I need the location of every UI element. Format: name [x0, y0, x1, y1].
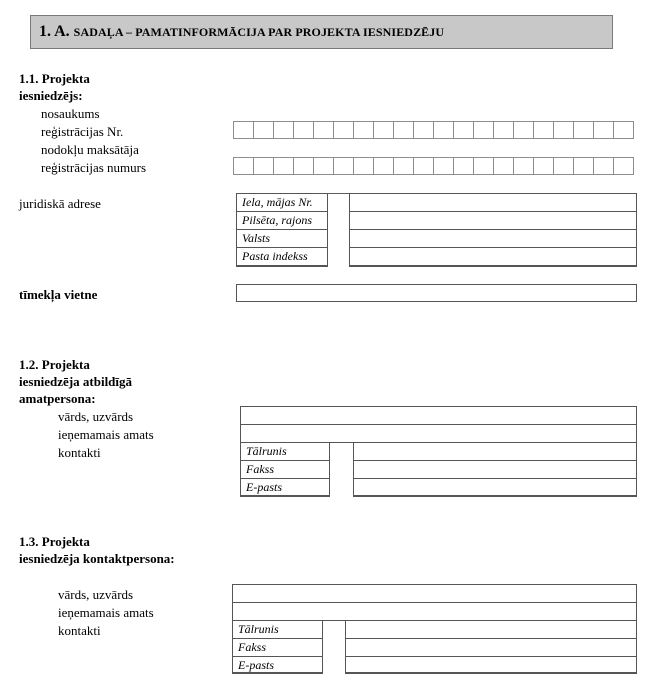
digit-cell[interactable] [374, 121, 394, 139]
address-row-postcode[interactable] [237, 248, 636, 266]
website-label: tīmekļa vietne [19, 287, 98, 302]
section-number: 1. A. [39, 23, 70, 40]
address-row-street[interactable] [237, 194, 636, 212]
tax-number-cells[interactable] [233, 157, 634, 175]
digit-cell[interactable] [474, 121, 494, 139]
digit-cell[interactable] [474, 157, 494, 175]
digit-cell[interactable] [594, 157, 614, 175]
s13-heading-2: iesniedzēja kontaktpersona: [19, 551, 175, 566]
reg-number-cells[interactable] [233, 121, 634, 139]
address-row-country[interactable] [237, 230, 636, 248]
digit-cell[interactable] [534, 121, 554, 139]
contact-gap [323, 622, 345, 674]
digit-cell[interactable] [614, 157, 634, 175]
contact-row-label: Tālrunis [246, 444, 287, 458]
s13-fax-row[interactable] [233, 639, 636, 657]
digit-cell[interactable] [414, 121, 434, 139]
s11-heading-1: 1.1. Projekta [19, 71, 90, 86]
s12-phone-row[interactable] [241, 443, 636, 461]
digit-cell[interactable] [494, 157, 514, 175]
contact-row-label: E-pasts [238, 658, 274, 672]
address-label: juridiskā adrese [19, 196, 101, 211]
s12-name-field[interactable] [241, 407, 636, 425]
s13-contacts-label: kontakti [58, 623, 101, 638]
address-row-label: Valsts [242, 231, 271, 245]
s11-reg-label: reģistrācijas Nr. [41, 124, 124, 139]
s12-email-row[interactable] [241, 479, 636, 496]
digit-cell[interactable] [434, 157, 454, 175]
digit-cell[interactable] [494, 121, 514, 139]
table-divider [353, 443, 354, 496]
s13-name-label: vārds, uzvārds [58, 587, 134, 602]
s13-name-field[interactable] [233, 585, 636, 603]
digit-cell[interactable] [294, 157, 314, 175]
s13-phone-row[interactable] [233, 621, 636, 639]
s13-position-label: ieņemamais amats [58, 605, 154, 620]
s12-position-field[interactable] [241, 425, 636, 443]
digit-cell[interactable] [314, 157, 334, 175]
s12-person-table [240, 406, 637, 497]
digit-cell[interactable] [394, 121, 414, 139]
digit-cell[interactable] [374, 157, 394, 175]
digit-cell[interactable] [334, 157, 354, 175]
address-row-label: Iela, mājas Nr. [242, 195, 313, 209]
digit-cell[interactable] [514, 157, 534, 175]
digit-cell[interactable] [394, 157, 414, 175]
s13-heading-1: 1.3. Projekta [19, 534, 90, 549]
contact-row-label: Fakss [238, 640, 266, 654]
s12-heading-2: iesniedzēja atbildīgā [19, 374, 133, 389]
digit-cell[interactable] [574, 121, 594, 139]
digit-cell[interactable] [554, 157, 574, 175]
table-divider [327, 194, 328, 266]
table-accent [328, 193, 349, 194]
section-title: SADAĻA – PAMATINFORMĀCIJA PAR PROJEKTA IESNIEDZĒJU [73, 24, 445, 39]
s11-tax-label-2: reģistrācijas numurs [41, 160, 147, 175]
digit-cell[interactable] [594, 121, 614, 139]
s11-tax-label-1: nodokļu maksātāja [41, 142, 139, 157]
table-divider [322, 621, 323, 673]
digit-cell[interactable] [454, 157, 474, 175]
s12-name-label: vārds, uzvārds [58, 409, 134, 424]
s13-person-table [232, 584, 637, 674]
digit-cell[interactable] [274, 121, 294, 139]
s13-position-field[interactable] [233, 603, 636, 621]
contact-row-label: Fakss [246, 462, 274, 476]
digit-cell[interactable] [574, 157, 594, 175]
digit-cell[interactable] [314, 121, 334, 139]
digit-cell[interactable] [294, 121, 314, 139]
digit-cell[interactable] [454, 121, 474, 139]
s12-position-label: ieņemamais amats [58, 427, 154, 442]
contact-gap [330, 444, 353, 497]
digit-cell[interactable] [554, 121, 574, 139]
digit-cell[interactable] [254, 157, 274, 175]
section-header [30, 15, 613, 49]
address-row-label: Pilsēta, rajons [242, 213, 313, 227]
s12-heading-3: amatpersona: [19, 391, 96, 406]
digit-cell[interactable] [354, 157, 374, 175]
digit-cell[interactable] [234, 157, 254, 175]
digit-cell[interactable] [334, 121, 354, 139]
digit-cell[interactable] [534, 157, 554, 175]
digit-cell[interactable] [274, 157, 294, 175]
contact-row-label: E-pasts [246, 480, 282, 494]
s12-fax-row[interactable] [241, 461, 636, 479]
s12-contacts-label: kontakti [58, 445, 101, 460]
s11-heading-2: iesniedzējs: [19, 88, 83, 103]
s11-name-label: nosaukums [41, 106, 100, 121]
digit-cell[interactable] [234, 121, 254, 139]
digit-cell[interactable] [254, 121, 274, 139]
contact-row-label: Tālrunis [238, 622, 279, 636]
digit-cell[interactable] [434, 121, 454, 139]
table-divider [345, 621, 346, 673]
digit-cell[interactable] [354, 121, 374, 139]
address-gap [328, 193, 349, 268]
s13-email-row[interactable] [233, 657, 636, 673]
digit-cell[interactable] [514, 121, 534, 139]
address-row-city[interactable] [237, 212, 636, 230]
website-field[interactable] [236, 284, 637, 302]
digit-cell[interactable] [414, 157, 434, 175]
table-divider [329, 443, 330, 496]
address-table [236, 193, 637, 267]
table-divider [349, 194, 350, 266]
address-row-label: Pasta indekss [242, 249, 308, 263]
digit-cell[interactable] [614, 121, 634, 139]
s12-heading-1: 1.2. Projekta [19, 357, 90, 372]
